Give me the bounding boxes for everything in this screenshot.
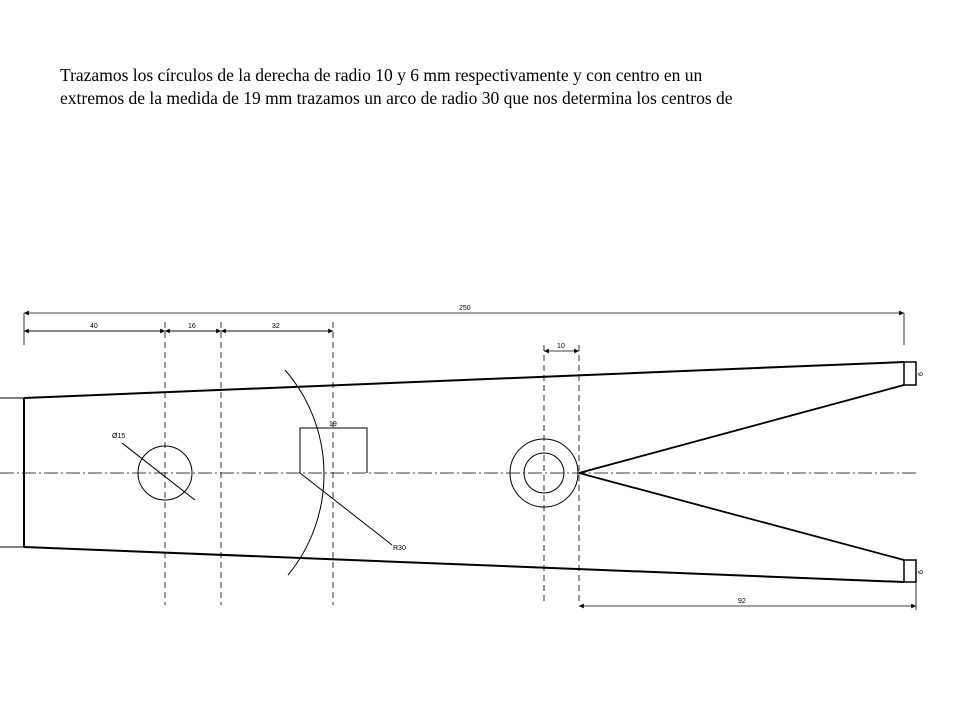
caption-line-2: extremos de la medida de 19 mm trazamos un arco de radio 30 que nos determina los centros de xyxy=(60,88,733,108)
radius-30-label: R30 xyxy=(393,545,406,552)
caption-line-1: Trazamos los círculos de la derecha de radio 10 y 6 mm respectivamente y con centro en un xyxy=(60,65,703,85)
top-edge xyxy=(24,362,904,398)
part-outline xyxy=(0,362,916,582)
bottom-edge xyxy=(24,547,904,582)
dim-19-label: 19 xyxy=(329,421,337,428)
dim-32-label: 32 xyxy=(272,323,280,330)
dim-40-label: 40 xyxy=(90,323,98,330)
radius-leader xyxy=(300,473,392,545)
dim-250-label: 250 xyxy=(459,305,471,312)
upper-taper-line xyxy=(579,385,904,473)
bottom-right-tab xyxy=(904,560,916,582)
dimension-250 xyxy=(24,313,904,345)
dimension-19-box xyxy=(300,428,367,473)
top-right-tab xyxy=(904,362,916,385)
lower-taper-line xyxy=(579,473,904,560)
diameter-leader xyxy=(122,443,195,500)
vertical-construction-lines xyxy=(165,322,579,605)
dim-6-bottom-label: 6 xyxy=(918,570,925,574)
dim-92-label: 92 xyxy=(738,598,746,605)
dim-10-label: 10 xyxy=(557,343,565,350)
dimension-92 xyxy=(579,582,916,610)
dim-6-top-label: 6 xyxy=(918,372,925,376)
dim-16-label: 16 xyxy=(188,323,196,330)
diameter-15-label: Ø15 xyxy=(112,433,126,440)
radius-30-arc xyxy=(285,370,324,575)
